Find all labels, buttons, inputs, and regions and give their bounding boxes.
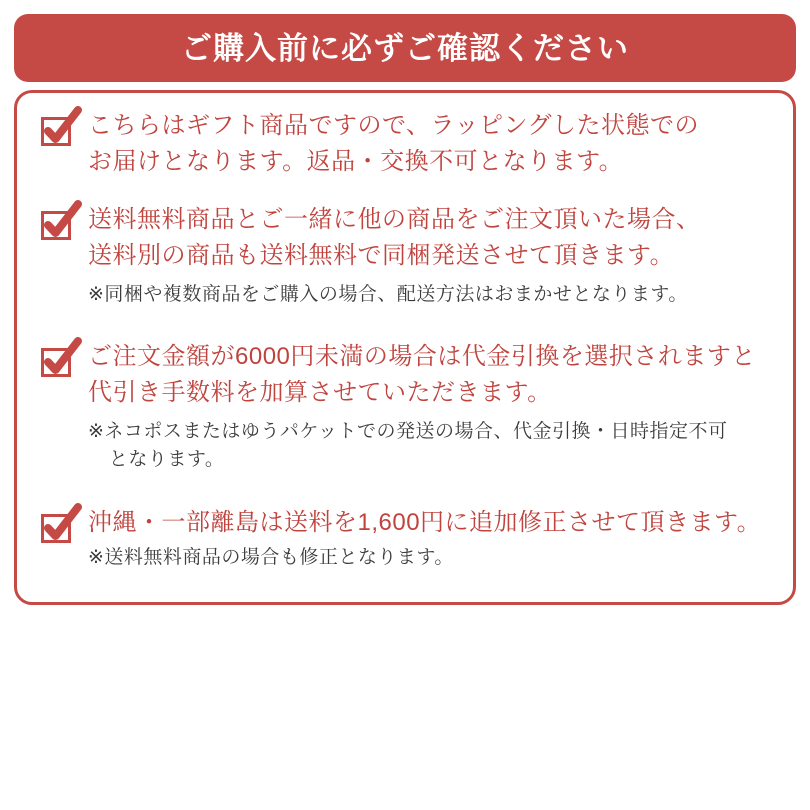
- checkbox-checked-icon: [38, 105, 84, 149]
- notice-item-gift: [17, 108, 793, 180]
- header-title: ご購入前に必ずご確認ください: [181, 30, 629, 66]
- notice-item-body: [88, 339, 785, 474]
- checkbox-checked-icon: [38, 502, 84, 546]
- checkbox-checked-icon: [38, 336, 84, 380]
- notice-item-cod-fee: [17, 339, 793, 474]
- header-banner: [14, 14, 796, 82]
- notice-item-body: [88, 505, 785, 572]
- note-text: となります。: [108, 449, 225, 470]
- notice-text-line: お届けとなります。返品・交換不可となります。: [88, 148, 624, 175]
- notice-text-line: 送料別の商品も送料無料で同梱発送させて頂きます。: [88, 242, 675, 269]
- notice-item-body: [88, 202, 785, 309]
- notice-text-line: こちらはギフト商品ですので、ラッピングした状態での: [88, 112, 700, 139]
- checkbox-checked-icon: [38, 199, 84, 243]
- note-text: ※ネコポスまたはゆうパケットでの発送の場合、代金引換・日時指定不可: [88, 421, 728, 442]
- notice-text-line: ご注文金額が6000円未満の場合は代金引換を選択されますと: [88, 343, 756, 370]
- note-text: ※送料無料商品の場合も修正となります。: [88, 547, 454, 568]
- notice-text-line: 送料無料商品とご一緒に他の商品をご注文頂いた場合、: [88, 206, 701, 233]
- notice-text-line: 沖縄・一部離島は送料を1,600円に追加修正させて頂きます。: [88, 509, 762, 536]
- notice-item-free-shipping: [17, 202, 793, 309]
- notice-item-okinawa-shipping: [17, 505, 793, 572]
- notice-text-line: 代引き手数料を加算させていただきます。: [88, 379, 552, 406]
- note-text: ※同梱や複数商品をご購入の場合、配送方法はおまかせとなります。: [88, 284, 688, 305]
- notice-box: [14, 90, 796, 605]
- notice-item-body: [88, 108, 785, 180]
